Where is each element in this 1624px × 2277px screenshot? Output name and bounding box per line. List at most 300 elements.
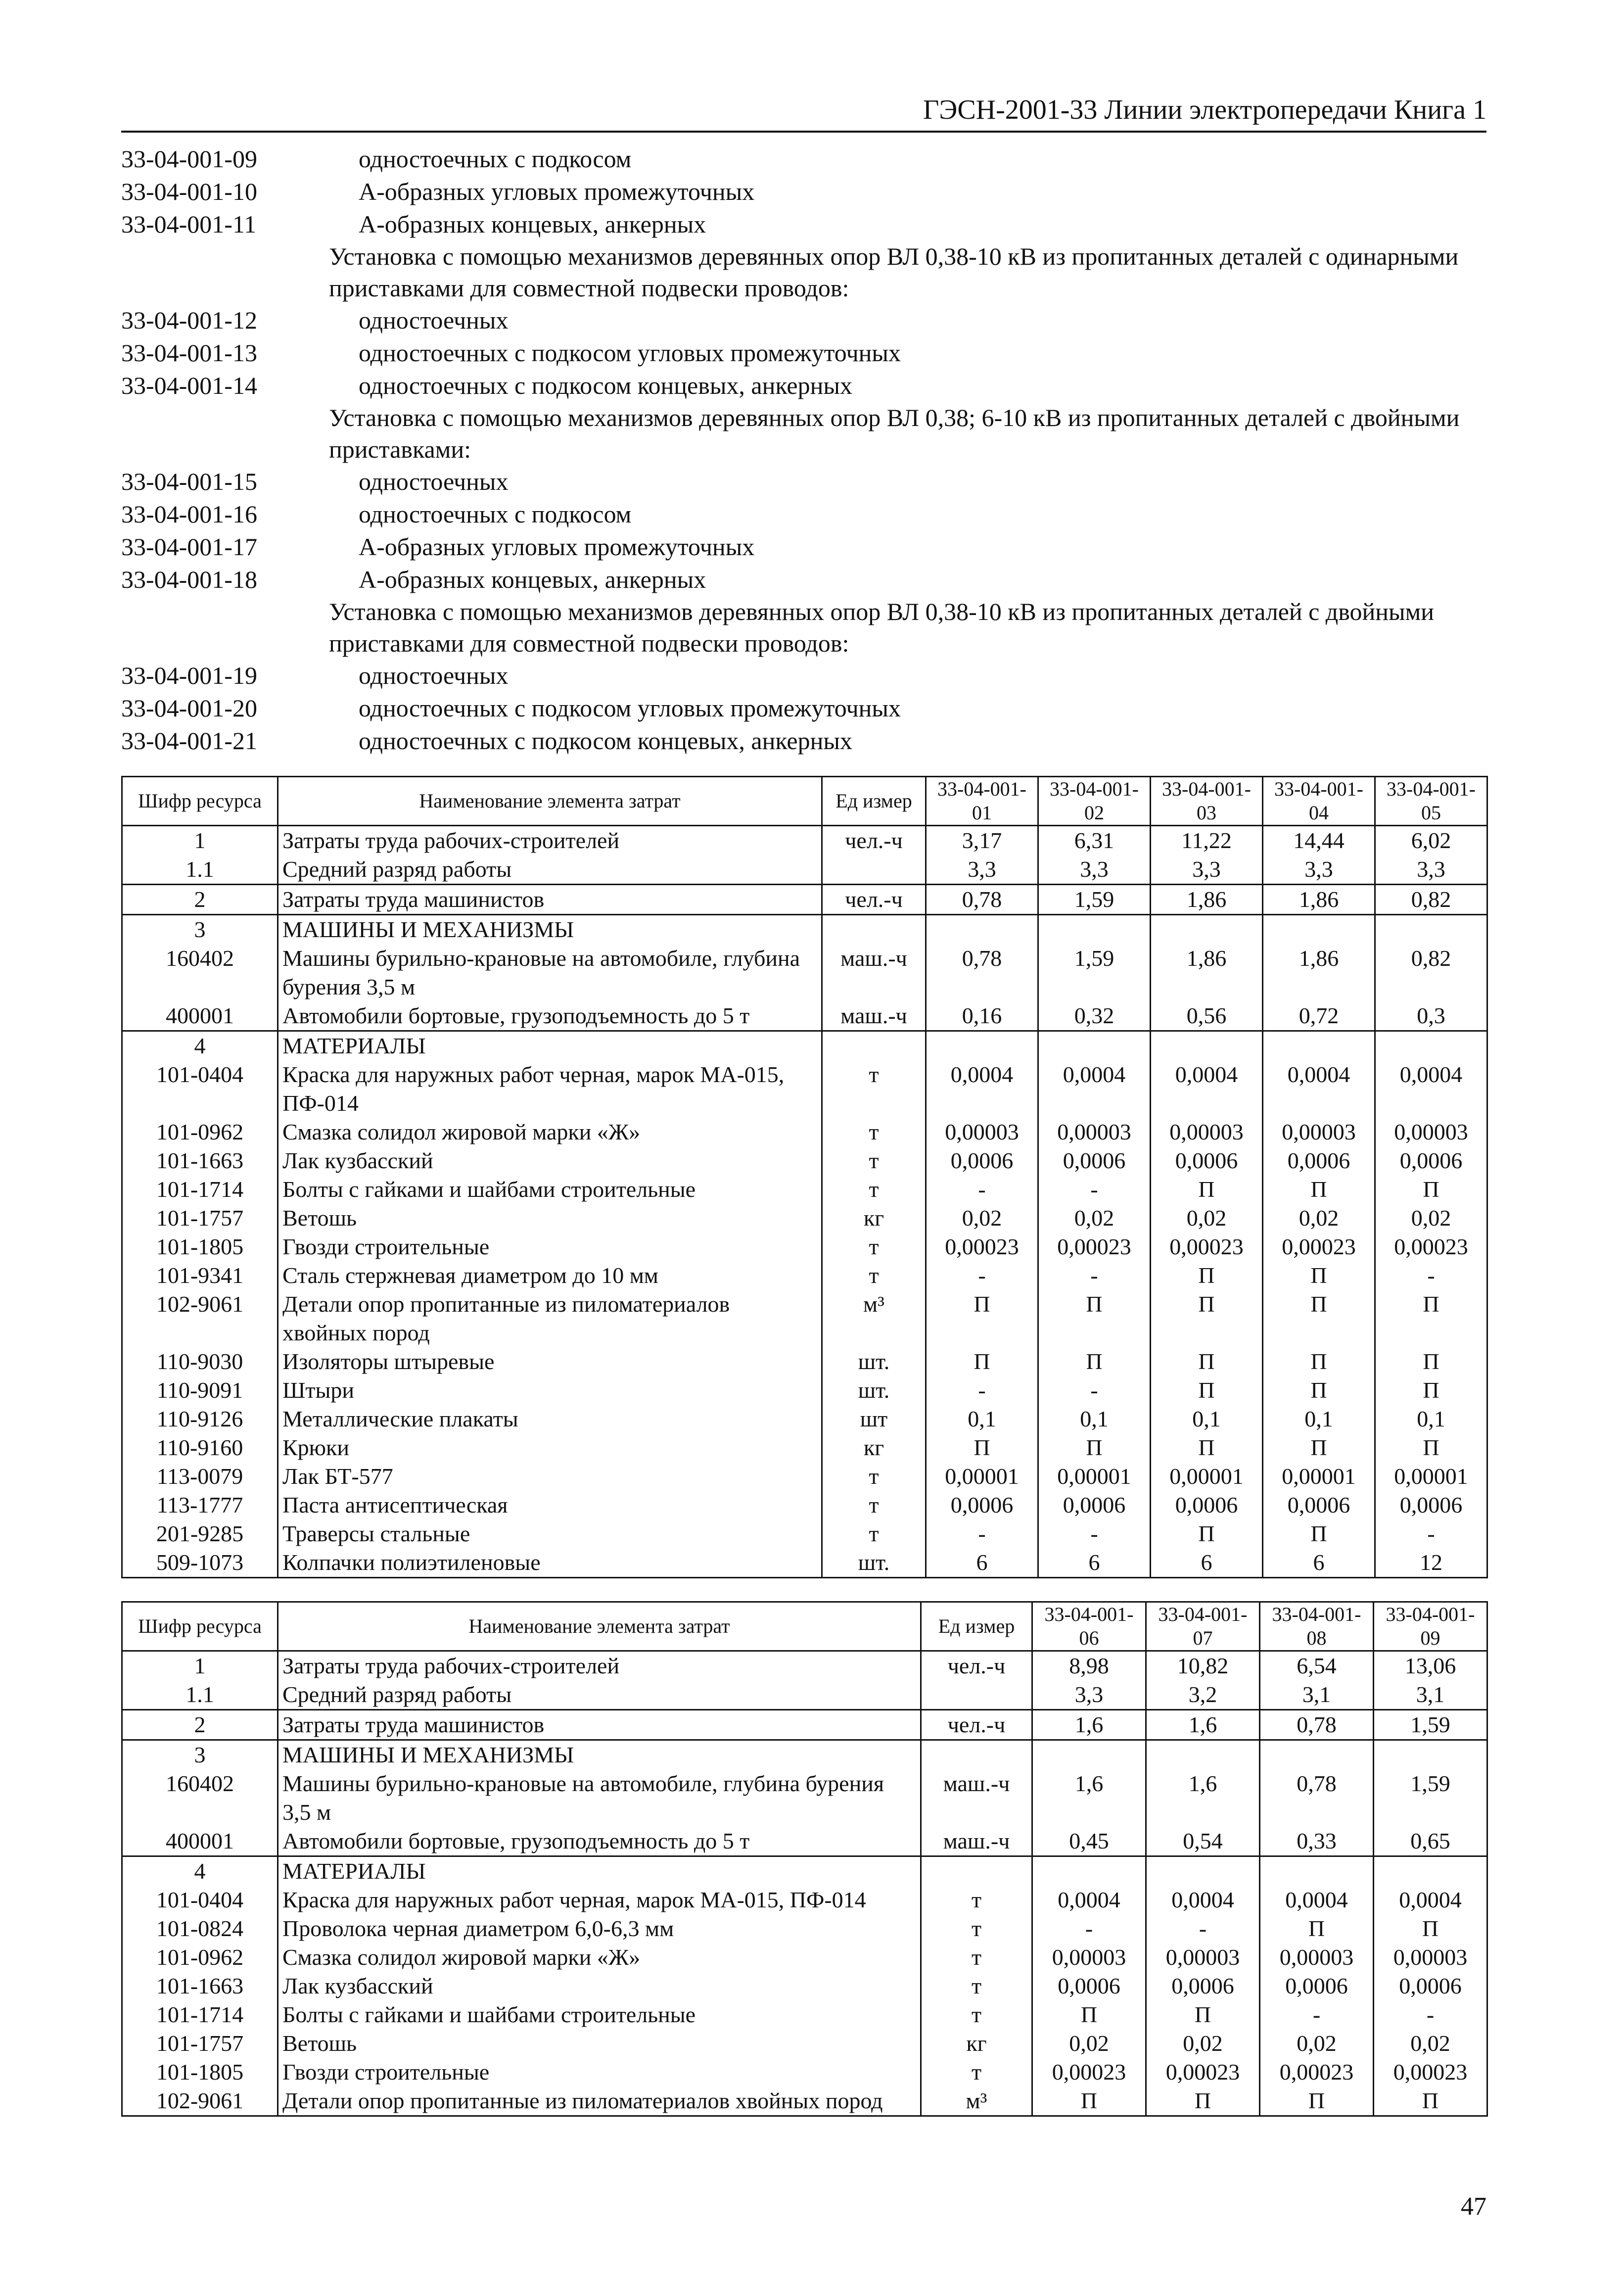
value-cell: 0,1 (1375, 1405, 1487, 1433)
value-cell: П (1374, 1914, 1487, 1943)
value-cell: 3,3 (1032, 1680, 1146, 1710)
value-cell: 3,2 (1146, 1680, 1260, 1710)
value-cell: 0,02 (1151, 1204, 1263, 1233)
value-cell: 0,00023 (1146, 2058, 1260, 2087)
resource-code-cell: 509-1073 (122, 1548, 278, 1578)
value-cell: 0,00003 (1374, 1943, 1487, 1972)
resource-name-cell: Проволока черная диаметром 6,0-6,3 мм (278, 1914, 921, 1943)
value-cell: 0,16 (926, 1001, 1038, 1031)
resource-code-cell: 101-0962 (122, 1943, 278, 1972)
value-cell (1260, 1856, 1374, 1886)
unit-cell: чел.-ч (921, 1710, 1032, 1740)
unit-cell: шт. (822, 1347, 926, 1376)
resource-table-1 (121, 776, 1488, 1578)
value-cell: П (1032, 2087, 1146, 2116)
resource-name-cell: Болты с гайками и шайбами строительные (278, 2000, 921, 2029)
unit-cell: шт. (822, 1548, 926, 1578)
value-cell: 0,56 (1151, 1001, 1263, 1031)
resource-code-cell: 110-9160 (122, 1433, 278, 1462)
value-cell: 0,0006 (1375, 1146, 1487, 1175)
table-row (122, 1740, 1487, 1770)
resource-code-cell: 101-0404 (122, 1886, 278, 1914)
table-row (122, 1680, 1487, 1710)
value-cell: П (1375, 1433, 1487, 1462)
value-cell: 1,6 (1146, 1710, 1260, 1740)
unit-cell (822, 1031, 926, 1061)
value-cell: П (1263, 1433, 1375, 1462)
value-cell: 0,0004 (1374, 1886, 1487, 1914)
unit-cell: т (822, 1175, 926, 1204)
unit-cell: т (921, 1943, 1032, 1972)
value-cell: 0,00023 (1032, 2058, 1146, 2087)
resource-name-cell: Ветошь (278, 1204, 822, 1233)
resource-name-cell: Траверсы стальные (278, 1519, 822, 1548)
value-cell: 6,54 (1260, 1651, 1374, 1681)
resource-code-cell: 102-9061 (122, 2087, 278, 2116)
value-cell: - (1038, 1261, 1151, 1290)
value-cell: 0,72 (1263, 1001, 1375, 1031)
value-cell: - (1374, 2000, 1487, 2029)
resource-code-cell: 101-0962 (122, 1118, 278, 1146)
resource-code-cell: 101-1805 (122, 1233, 278, 1261)
unit-cell: м³ (822, 1290, 926, 1347)
value-cell: 0,0006 (926, 1491, 1038, 1519)
resource-code-cell: 101-0404 (122, 1060, 278, 1118)
table-row (122, 1462, 1487, 1491)
code-description: одностоечных с подкосом (359, 500, 632, 528)
resource-code-cell: 101-1663 (122, 1146, 278, 1175)
resource-name-cell: Затраты труда машинистов (278, 1710, 921, 1740)
value-cell: 1,59 (1374, 1769, 1487, 1827)
value-cell: П (1375, 1290, 1487, 1347)
unit-cell: т (921, 1972, 1032, 2000)
code-description: одностоечных с подкосом угловых промежуточных (359, 339, 901, 367)
code-number: 33-04-001-21 (121, 727, 257, 755)
resource-name-cell: Детали опор пропитанные из пиломатериалов хвойных пород (278, 2087, 921, 2116)
resource-name-cell: Гвозди строительные (278, 1233, 822, 1261)
value-cell: 3,3 (1375, 855, 1487, 885)
unit-cell: кг (822, 1204, 926, 1233)
table-row (122, 1827, 1487, 1856)
resource-code-cell: 113-1777 (122, 1491, 278, 1519)
table-row (122, 2087, 1487, 2116)
code-description: одностоечных (359, 662, 509, 689)
code-item (121, 465, 1486, 498)
value-cell: 0,0006 (1375, 1491, 1487, 1519)
resource-name-cell: МАТЕРИАЛЫ (278, 1031, 822, 1061)
value-cell: 14,44 (1263, 826, 1375, 855)
value-cell: 3,3 (1151, 855, 1263, 885)
value-cell: - (1375, 1261, 1487, 1290)
value-cell: П (1146, 2087, 1260, 2116)
value-cell: 6 (926, 1548, 1038, 1578)
value-cell: П (926, 1433, 1038, 1462)
table-row (122, 1001, 1487, 1031)
code-description: одностоечных с подкосом концевых, анкерных (359, 727, 852, 755)
table-row (122, 1146, 1487, 1175)
code-item (121, 336, 1486, 369)
value-cell: - (1260, 2000, 1374, 2029)
value-cell: 0,00023 (926, 1233, 1038, 1261)
code-number: 33-04-001-10 (121, 178, 257, 205)
value-cell (926, 915, 1038, 945)
resource-code-cell: 101-1805 (122, 2058, 278, 2087)
code-description: А-образных концевых, анкерных (359, 566, 706, 593)
header-cell: 33-04-001-09 (1374, 1602, 1487, 1651)
resource-code-cell: 1.1 (122, 855, 278, 885)
group-heading: Установка с помощью механизмов деревянных опор ВЛ 0,38-10 кВ из пропитанных деталей с одинарными приставками для совместной подвески проводов: (329, 242, 1459, 302)
value-cell: П (1263, 1519, 1375, 1548)
value-cell (1151, 915, 1263, 945)
value-cell: 0,32 (1038, 1001, 1151, 1031)
resource-name-cell: Средний разряд работы (278, 855, 822, 885)
value-cell: П (1260, 1914, 1374, 1943)
table-row (122, 915, 1487, 945)
unit-cell: т (822, 1118, 926, 1146)
unit-cell: маш.-ч (822, 1001, 926, 1031)
code-number: 33-04-001-13 (121, 339, 257, 367)
resource-code-cell: 400001 (122, 1001, 278, 1031)
value-cell (1146, 1856, 1260, 1886)
value-cell: П (1151, 1261, 1263, 1290)
resource-code-cell: 113-0079 (122, 1462, 278, 1491)
header-cell: 33-04-001-07 (1146, 1602, 1260, 1651)
unit-cell (822, 855, 926, 885)
table-row (122, 826, 1487, 855)
header-cell: 33-04-001-06 (1032, 1602, 1146, 1651)
unit-cell: чел.-ч (822, 826, 926, 855)
table-row (122, 1886, 1487, 1914)
table-row (122, 885, 1487, 915)
value-cell: 8,98 (1032, 1651, 1146, 1681)
value-cell: 0,78 (1260, 1710, 1374, 1740)
value-cell: 3,17 (926, 826, 1038, 855)
value-cell: 0,02 (1263, 1204, 1375, 1233)
table-row (122, 1290, 1487, 1347)
value-cell: 0,00003 (1032, 1943, 1146, 1972)
value-cell: П (1146, 2000, 1260, 2029)
value-cell: 0,02 (1374, 2029, 1487, 2058)
value-cell: 0,0006 (1151, 1491, 1263, 1519)
value-cell: П (1038, 1290, 1151, 1347)
resource-name-cell: Машины бурильно-крановые на автомобиле, глубина бурения 3,5 м (278, 1769, 921, 1827)
value-cell: - (926, 1376, 1038, 1405)
unit-cell: т (921, 2058, 1032, 2087)
value-cell: 0,0006 (1146, 1972, 1260, 2000)
code-item (121, 175, 1486, 208)
unit-cell (921, 1856, 1032, 1886)
unit-cell (822, 915, 926, 945)
resource-code-cell: 1.1 (122, 1680, 278, 1710)
value-cell: 0,0004 (1263, 1060, 1375, 1118)
value-cell: П (1151, 1519, 1263, 1548)
value-cell: П (1263, 1376, 1375, 1405)
table-row (122, 1376, 1487, 1405)
value-cell (926, 1031, 1038, 1061)
value-cell: 0,0004 (1146, 1886, 1260, 1914)
code-number: 33-04-001-20 (121, 694, 257, 722)
value-cell: 0,0006 (1038, 1491, 1151, 1519)
value-cell: 3,1 (1260, 1680, 1374, 1710)
code-description: А-образных угловых промежуточных (359, 533, 755, 561)
resource-code-cell: 201-9285 (122, 1519, 278, 1548)
value-cell: 0,0006 (1038, 1146, 1151, 1175)
resource-name-cell: Штыри (278, 1376, 822, 1405)
resource-code-cell: 1 (122, 1651, 278, 1681)
value-cell: 1,6 (1032, 1769, 1146, 1827)
header-cell: Ед измер (822, 777, 926, 826)
value-cell: 0,0004 (1032, 1886, 1146, 1914)
value-cell: 0,00001 (1263, 1462, 1375, 1491)
table-row (122, 2000, 1487, 2029)
unit-cell (921, 1740, 1032, 1770)
value-cell: 0,0006 (1374, 1972, 1487, 2000)
code-number: 33-04-001-11 (121, 210, 257, 238)
value-cell: 0,0004 (926, 1060, 1038, 1118)
resource-code-cell: 160402 (122, 944, 278, 1001)
value-cell (1032, 1856, 1146, 1886)
code-list (121, 142, 1486, 757)
value-cell (1151, 1031, 1263, 1061)
value-cell: П (1263, 1290, 1375, 1347)
code-description: одностоечных (359, 468, 509, 495)
resource-name-cell: Гвозди строительные (278, 2058, 921, 2087)
value-cell: 0,00023 (1263, 1233, 1375, 1261)
resource-name-cell: Колпачки полиэтиленовые (278, 1548, 822, 1578)
resource-name-cell: МАШИНЫ И МЕХАНИЗМЫ (278, 1740, 921, 1770)
value-cell: 0,00003 (1260, 1943, 1374, 1972)
unit-cell: м³ (921, 2087, 1032, 2116)
unit-cell: маш.-ч (921, 1769, 1032, 1827)
code-description: одностоечных с подкосом угловых промежуточных (359, 694, 901, 722)
resource-name-cell: Болты с гайками и шайбами строительные (278, 1175, 822, 1204)
value-cell: П (1038, 1347, 1151, 1376)
value-cell: П (1151, 1347, 1263, 1376)
header-cell: 33-04-001-01 (926, 777, 1038, 826)
code-item (121, 208, 1486, 240)
value-cell: 0,00023 (1151, 1233, 1263, 1261)
table-row (122, 1405, 1487, 1433)
resource-code-cell: 400001 (122, 1827, 278, 1856)
resource-name-cell: Крюки (278, 1433, 822, 1462)
value-cell: П (1151, 1175, 1263, 1204)
resource-code-cell: 101-9341 (122, 1261, 278, 1290)
value-cell: 11,22 (1151, 826, 1263, 855)
value-cell: 0,02 (1146, 2029, 1260, 2058)
header-cell: Шифр ресурса (122, 1602, 278, 1651)
value-cell: 3,3 (926, 855, 1038, 885)
resource-code-cell: 101-1714 (122, 2000, 278, 2029)
value-cell: 0,78 (926, 944, 1038, 1001)
resource-name-cell: Детали опор пропитанные из пиломатериалов хвойных пород (278, 1290, 822, 1347)
value-cell: 0,78 (926, 885, 1038, 915)
code-item (121, 369, 1486, 402)
table-row (122, 1856, 1487, 1886)
unit-cell: чел.-ч (822, 885, 926, 915)
page-number: 47 (1461, 2192, 1486, 2221)
unit-cell: т (921, 2000, 1032, 2029)
unit-cell: шт (822, 1405, 926, 1433)
value-cell (1375, 915, 1487, 945)
value-cell: 3,3 (1263, 855, 1375, 885)
resource-name-cell: Краска для наружных работ черная, марок МА-015, ПФ-014 (278, 1060, 822, 1118)
value-cell (1260, 1740, 1374, 1770)
value-cell (1038, 1031, 1151, 1061)
value-cell: 0,1 (1151, 1405, 1263, 1433)
table-row (122, 2029, 1487, 2058)
unit-cell (921, 1680, 1032, 1710)
value-cell: 3,1 (1374, 1680, 1487, 1710)
resource-name-cell: МАТЕРИАЛЫ (278, 1856, 921, 1886)
value-cell: 3,3 (1038, 855, 1151, 885)
header-cell: 33-04-001-02 (1038, 777, 1151, 826)
code-number: 33-04-001-17 (121, 533, 257, 561)
value-cell: 0,00001 (926, 1462, 1038, 1491)
header-cell: 33-04-001-08 (1260, 1602, 1374, 1651)
table-header-row (122, 1602, 1487, 1651)
code-description: одностоечных с подкосом концевых, анкерных (359, 372, 852, 399)
code-item (121, 142, 1486, 175)
value-cell: 6,02 (1375, 826, 1487, 855)
table-row (122, 1943, 1487, 1972)
header-cell: Ед измер (921, 1602, 1032, 1651)
unit-cell: т (822, 1462, 926, 1491)
resource-code-cell: 102-9061 (122, 1290, 278, 1347)
unit-cell: т (822, 1146, 926, 1175)
value-cell: П (926, 1347, 1038, 1376)
code-number: 33-04-001-19 (121, 662, 257, 689)
value-cell: П (1151, 1290, 1263, 1347)
value-cell: 0,00023 (1260, 2058, 1374, 2087)
header-title: ГЭСН-2001-33 Линии электропередачи Книга 1 (923, 95, 1486, 125)
resource-name-cell: МАШИНЫ И МЕХАНИЗМЫ (278, 915, 822, 945)
unit-cell: т (822, 1519, 926, 1548)
value-cell: 0,82 (1375, 885, 1487, 915)
table-row (122, 1519, 1487, 1548)
resource-code-cell: 4 (122, 1031, 278, 1061)
value-cell: 6 (1151, 1548, 1263, 1578)
header-cell: 33-04-001-03 (1151, 777, 1263, 826)
resource-name-cell: Смазка солидол жировой марки «Ж» (278, 1943, 921, 1972)
value-cell: П (1375, 1347, 1487, 1376)
value-cell: П (926, 1290, 1038, 1347)
header-cell: 33-04-001-05 (1375, 777, 1487, 826)
page-header (121, 83, 1486, 133)
resource-name-cell: Затраты труда рабочих-строителей (278, 1651, 921, 1681)
resource-name-cell: Машины бурильно-крановые на автомобиле, глубина бурения 3,5 м (278, 944, 822, 1001)
code-description: одностоечных с подкосом (359, 145, 632, 173)
resource-code-cell: 101-1757 (122, 2029, 278, 2058)
table-row (122, 1769, 1487, 1827)
value-cell: 1,59 (1038, 944, 1151, 1001)
value-cell: П (1038, 1433, 1151, 1462)
value-cell: 0,0006 (1263, 1146, 1375, 1175)
code-description: А-образных угловых промежуточных (359, 178, 755, 205)
value-cell: - (1146, 1914, 1260, 1943)
value-cell: 6 (1263, 1548, 1375, 1578)
value-cell: П (1032, 2000, 1146, 2029)
value-cell: 6,31 (1038, 826, 1151, 855)
table-row (122, 944, 1487, 1001)
table-row (122, 2058, 1487, 2087)
unit-cell: т (921, 1914, 1032, 1943)
value-cell: 0,00001 (1151, 1462, 1263, 1491)
unit-cell: шт. (822, 1376, 926, 1405)
value-cell: 1,59 (1374, 1710, 1487, 1740)
value-cell: 1,59 (1038, 885, 1151, 915)
table-row (122, 1972, 1487, 2000)
table-row (122, 1491, 1487, 1519)
group-heading: Установка с помощью механизмов деревянных опор ВЛ 0,38; 6-10 кВ из пропитанных деталей с двойными приставками: (329, 404, 1460, 463)
table-row (122, 1433, 1487, 1462)
unit-cell: маш.-ч (822, 944, 926, 1001)
resource-code-cell: 101-1757 (122, 1204, 278, 1233)
table-row (122, 1651, 1487, 1681)
resource-code-cell: 101-1663 (122, 1972, 278, 2000)
value-cell: - (1038, 1175, 1151, 1204)
value-cell: 0,00023 (1038, 1233, 1151, 1261)
unit-cell: т (822, 1060, 926, 1118)
table-row (122, 1031, 1487, 1061)
resource-table-2 (121, 1601, 1488, 2117)
code-item (121, 563, 1486, 596)
resource-code-cell: 3 (122, 915, 278, 945)
value-cell: П (1375, 1175, 1487, 1204)
value-cell: 0,00001 (1038, 1462, 1151, 1491)
value-cell: - (1038, 1376, 1151, 1405)
value-cell: 0,78 (1260, 1769, 1374, 1827)
code-item (121, 692, 1486, 724)
resource-code-cell: 110-9091 (122, 1376, 278, 1405)
resource-code-cell: 101-1714 (122, 1175, 278, 1204)
resource-name-cell: Смазка солидол жировой марки «Ж» (278, 1118, 822, 1146)
table-row (122, 855, 1487, 885)
resource-name-cell: Паста антисептическая (278, 1491, 822, 1519)
value-cell: 0,02 (1032, 2029, 1146, 2058)
value-cell: 12 (1375, 1548, 1487, 1578)
value-cell: П (1263, 1347, 1375, 1376)
resource-code-cell: 110-9030 (122, 1347, 278, 1376)
value-cell: 0,02 (1038, 1204, 1151, 1233)
unit-cell: т (822, 1491, 926, 1519)
code-number: 33-04-001-16 (121, 500, 257, 528)
resource-name-cell: Средний разряд работы (278, 1680, 921, 1710)
value-cell: 0,0004 (1038, 1060, 1151, 1118)
value-cell: 0,1 (1038, 1405, 1151, 1433)
table-row (122, 1175, 1487, 1204)
value-cell: 0,3 (1375, 1001, 1487, 1031)
code-number: 33-04-001-12 (121, 306, 257, 334)
value-cell: - (926, 1261, 1038, 1290)
value-cell: 0,00003 (1038, 1118, 1151, 1146)
code-item (121, 724, 1486, 757)
value-cell: 13,06 (1374, 1651, 1487, 1681)
table-row (122, 1261, 1487, 1290)
resource-name-cell: Лак кузбасский (278, 1146, 822, 1175)
value-cell: П (1151, 1376, 1263, 1405)
value-cell: 6 (1038, 1548, 1151, 1578)
value-cell: 0,0006 (1263, 1491, 1375, 1519)
table-row (122, 1233, 1487, 1261)
value-cell: 0,0006 (1151, 1146, 1263, 1175)
value-cell (1038, 915, 1151, 945)
value-cell: - (926, 1175, 1038, 1204)
header-cell: Шифр ресурса (122, 777, 278, 826)
value-cell: 1,86 (1151, 944, 1263, 1001)
resource-name-cell: Затраты труда рабочих-строителей (278, 826, 822, 855)
value-cell: 0,0004 (1375, 1060, 1487, 1118)
value-cell: П (1263, 1261, 1375, 1290)
